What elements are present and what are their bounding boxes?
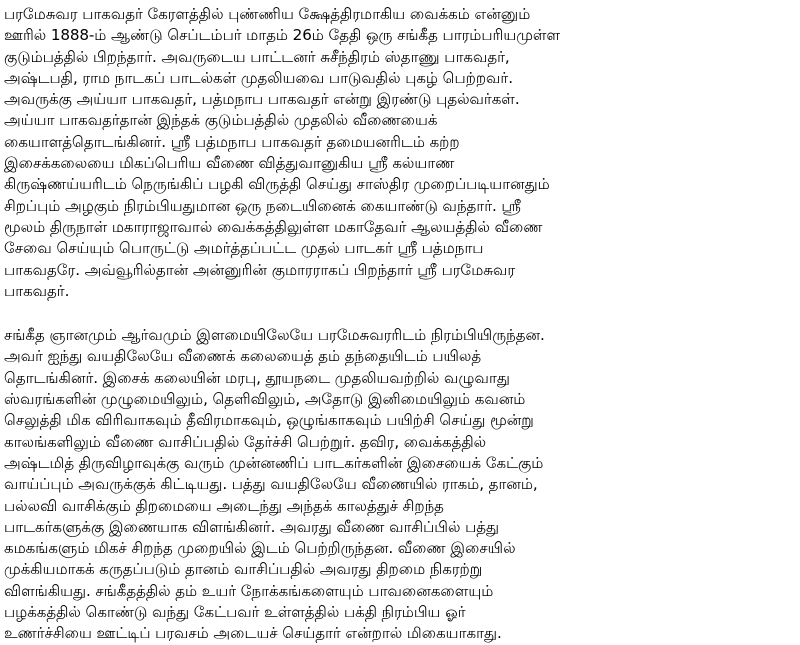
text-line: ஸ்வரங்களின் முழுமையிலும், தெளிவிலும், அதோடு இனிமையிலும் கவனம் [4,390,526,409]
paragraph-family-history [4,4,796,302]
text-line: பாடகர்களுக்கு இணையாக விளங்கினர். அவரது வீணை வாசிப்பில் பத்து [4,517,500,536]
text-line: கையாளத்தொடங்கினர். ஸ்ரீ பத்மநாப பாகவதர் தமையனரிடம் கற்ற [4,132,460,151]
text-line: தொடங்கினர். இசைக் கலையின் மரபு, தூயநடை முதலியவற்றில் வழுவாது [4,368,510,387]
text-line: வாய்ப்பும் அவருக்குக் கிட்டியது. பத்து வயதிலேயே வீணையில் ராகம், தானம், [4,475,538,494]
text-line: சிறப்பும் அழகும் நிரம்பியதுமான ஒரு நடையினைக் கையாண்டு வந்தார். ஸ்ரீ [4,196,521,215]
text-line: கிருஷ்ணய்யரிடம் நெருங்கிப் பழகி விருத்தி செய்து சாஸ்திர முறைப்படியானதும் [4,175,550,194]
text-line: காலங்களிலும் வீணை வாசிப்பதில் தேர்ச்சி பெற்றுர். தவிர, வைக்கத்தில் [4,432,487,451]
text-line: சேவை செய்யும் பொருட்டு அமர்த்தப்பட்ட முதல் பாடகர் ஸ்ரீ பத்மநாப [4,239,484,258]
text-line: ஊரில் 1888-ம் ஆண்டு செப்டம்பர் மாதம் 26ம் தேதி ஒரு சங்கீத பாரம்பரியமுள்ள [4,26,561,45]
text-line: பல்லவி வாசிக்கும் திறமையை அடைந்து அந்தக் காலத்துச் சிறந்த [4,496,444,515]
paragraph-early-training [4,325,796,644]
text-line: அவர் ஐந்து வயதிலேயே வீணைக் கலையைத் தம் தந்தையிடம் பயிலத் [4,347,482,366]
text-line: அஷ்டமித் திருவிழாவுக்கு வரும் முன்னணிப் பாடகர்களின் இசையைக் கேட்கும் [4,453,544,472]
text-line: விளங்கியது. சங்கீதத்தில் தம் உயர் நோக்கங்களையும் பாவனைகளையும் [4,581,494,600]
text-line: உணர்ச்சியை ஊட்டிப் பரவசம் அடையச் செய்தார் என்றால் மிகையாகாது. [4,624,502,643]
text-line: அஷ்டபதி, ராம நாடகப் பாடல்கள் முதலியவை பாடுவதில் புகழ் பெற்றவர். [4,68,513,87]
text-line: முக்கியமாகக் கருதப்படும் தானம் வாசிப்பதில் அவரது திறமை நிகரற்று [4,560,483,579]
text-line: பரமேசுவர பாகவதர் கேரளத்தில் புண்ணிய க்ஷேத்திரமாகிய வைக்கம் என்னும் [4,5,531,23]
text-line: பழக்கத்தில் கொண்டு வந்து கேட்பவர் உள்ளத்தில் பக்தி நிரம்பிய ஓர் [4,603,466,622]
text-line: அய்யா பாகவதர்தான் இந்தக் குடும்பத்தில் முதலில் வீணையைக் [4,111,438,130]
text-line: பாகவதர். [4,281,70,300]
text-line: கமகங்களும் மிகச் சிறந்த முறையில் இடம் பெற்றிருந்தன. வீணை இசையில் [4,539,516,558]
text-line: சங்கீத ஞானமும் ஆர்வமும் இளமையிலேயே பரமேசுவரரிடம் நிரம்பியிருந்தன. [4,326,545,345]
text-line: அவருக்கு அய்யா பாகவதர், பத்மநாப பாகவதர் என்று இரண்டு புதல்வர்கள். [4,90,520,109]
text-line: குடும்பத்தில் பிறந்தார். அவருடைய பாட்டனர் சுசீந்திரம் ஸ்தாணு பாகவதர், [4,47,510,66]
text-line: இசைக்கலையை மிகப்பெரிய வீணை வித்துவானுகிய ஸ்ரீ கல்யாண [4,154,455,173]
text-line: செலுத்தி மிக விரிவாகவும் தீவிரமாகவும், ஒழுங்காகவும் பயிற்சி செய்து மூன்று [4,411,534,430]
text-line: பாகவதரே. அவ்வூரில்தான் அன்னுரின் குமாரராகப் பிறந்தார் ஸ்ரீ பரமேசுவர [4,260,516,279]
paragraph-gap [4,302,796,325]
text-line: மூலம் திருநாள் மகாராஜாவால் வைக்கத்திலுள்ள மகாதேவர் ஆலயத்தில் வீணை [4,217,543,236]
